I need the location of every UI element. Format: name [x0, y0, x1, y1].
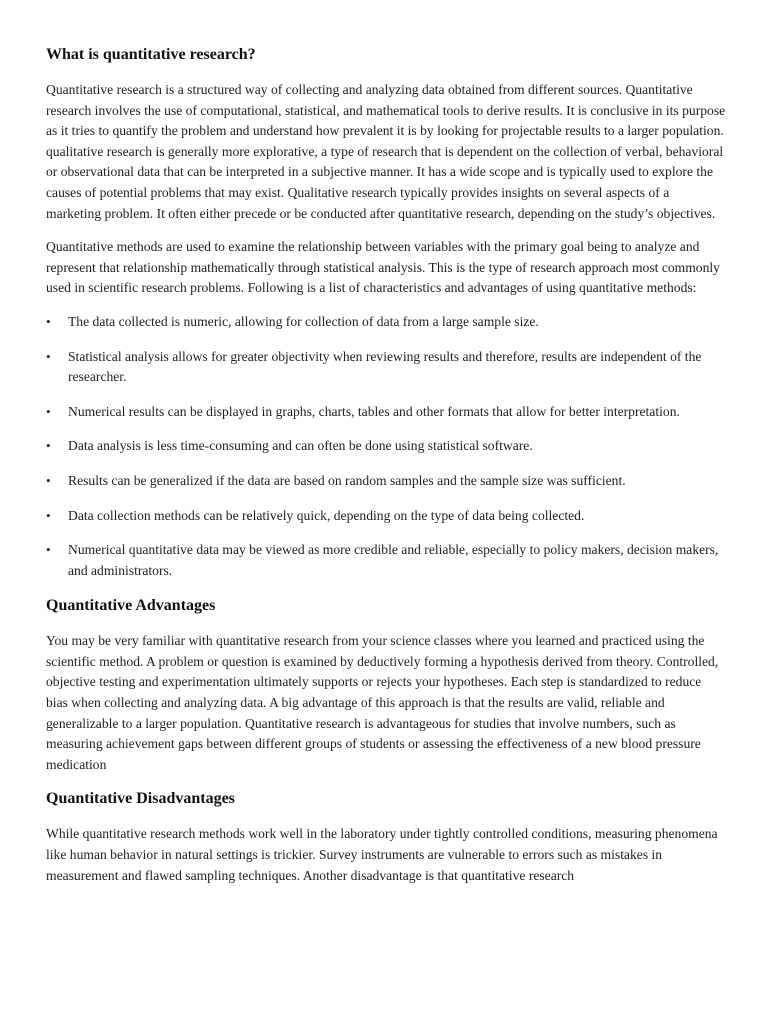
advantages-paragraph: You may be very familiar with quantitative research from your science classes where you learned and practiced using the scientific method. A problem or question is examined by deductively forming a hypothesis derived from theory. Controlled, objective testing and experimentation ultimately supports or rejects your hypotheses. Each step is standardized to reduce bias when collecting and analyzing data. A big advantage of this approach is that the results are valid, reliable and generalizable to a larger population. Quantitative research is advantageous for studies that involve numbers, such as measuring achievement gaps between different groups of students or assessing the effectiveness of a new blood pressure medication — [46, 633, 719, 772]
list-item-text: Data collection methods can be relatively quick, depending on the type of data being collected. — [68, 507, 585, 523]
disadvantages-paragraph: While quantitative research methods work well in the laboratory under tightly controlled conditions, measuring phenomena like human behavior in natural settings is trickier. Survey instruments are vulnerable to errors such as mistakes in measurement and flawed sampling techniques. Another disadvantage is that quantitative research — [46, 826, 718, 883]
list-item — [46, 347, 726, 388]
bullet-icon: • — [46, 472, 51, 488]
bullet-icon: • — [46, 403, 51, 419]
bullet-icon: • — [46, 438, 51, 454]
section-heading-quantitative-disadvantages: Quantitative Disadvantages — [46, 790, 235, 808]
list-item-text: Numerical quantitative data may be viewed as more credible and reliable, especially to policy makers, decision makers, and administrators. — [68, 542, 719, 578]
characteristics-list — [46, 312, 726, 581]
bullet-icon: • — [46, 507, 51, 523]
list-item-text: Statistical analysis allows for greater objectivity when reviewing results and therefore, results are independent of the researcher. — [68, 348, 702, 385]
list-item — [46, 402, 726, 423]
list-item — [46, 540, 726, 581]
list-item — [46, 471, 726, 492]
intro-paragraph: Quantitative research is a structured way of collecting and analyzing data obtained from different sources. Quantitative research involves the use of computational, statistical, and mathematical tools to derive results. It is conclusive in its purpose as it tries to quantify the problem and understand how prevalent it is by looking for projectable results to a larger population. qualitative research is generally more explorative, a type of research that is dependent on the collection of verbal, behavioral or observational data that can be interpreted in a subjective manner. It has a wide scope and is typically used to explore the causes of potential problems that may exist. Qualitative research typically provides insights on several aspects of a marketing problem. It often either precede or be conducted after quantitative research, depending on the study’s objectives. — [46, 82, 726, 221]
bullet-icon: • — [46, 313, 51, 329]
bullet-icon: • — [46, 348, 51, 364]
methods-paragraph: Quantitative methods are used to examine the relationship between variables with the primary goal being to analyze and represent that relationship mathematically through statistical analysis. This is the type of research approach most commonly used in scientific research problems. Following is a list of characteristics and advantages of using quantitative methods: — [46, 239, 720, 296]
section-heading-quantitative-advantages: Quantitative Advantages — [46, 597, 216, 615]
list-item-text: The data collected is numeric, allowing for collection of data from a large sample size. — [68, 313, 539, 329]
bullet-icon: • — [46, 542, 51, 558]
list-item-text: Numerical results can be displayed in graphs, charts, tables and other formats that allow for better interpretation. — [68, 403, 680, 419]
list-item — [46, 436, 726, 457]
list-item-text: Data analysis is less time-consuming and can often be done using statistical software. — [68, 438, 533, 454]
list-item — [46, 506, 726, 527]
list-item — [46, 312, 726, 333]
section-heading-what-is-quantitative-research: What is quantitative research? — [46, 46, 256, 63]
document-page — [46, 44, 726, 899]
list-item-text: Results can be generalized if the data are based on random samples and the sample size was sufficient. — [68, 472, 626, 488]
